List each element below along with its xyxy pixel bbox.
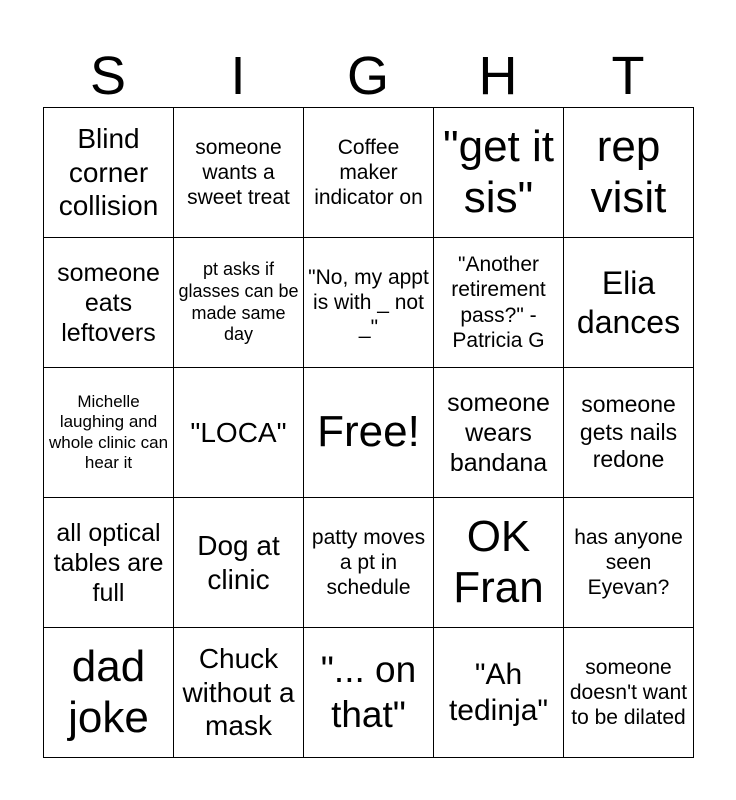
header-letter: G — [346, 46, 389, 106]
bingo-cell-text: someone eats leftovers — [57, 258, 160, 347]
bingo-cell[interactable] — [304, 108, 434, 238]
bingo-cell[interactable] — [44, 368, 174, 498]
bingo-header — [43, 44, 693, 108]
bingo-cell-text: Chuck without a mask — [182, 643, 295, 742]
bingo-cell-text: "... on that" — [320, 649, 417, 735]
bingo-cell-text: patty moves a pt in schedule — [311, 525, 426, 600]
bingo-cell[interactable] — [564, 368, 694, 498]
bingo-cell[interactable] — [564, 108, 694, 238]
bingo-cell-text: someone wants a sweet treat — [187, 135, 290, 210]
bingo-cell-text: "Another retirement pass?" -Patricia G — [451, 253, 546, 352]
bingo-cell[interactable] — [434, 368, 564, 498]
header-letter: T — [611, 46, 645, 106]
bingo-cell-text: Elia dances — [576, 265, 681, 340]
bingo-cell[interactable] — [174, 108, 304, 238]
bingo-cell-text: "No, my appt is with _ not _" — [308, 265, 429, 340]
bingo-cell-text: someone doesn't want to be dilated — [569, 655, 688, 730]
bingo-cell[interactable] — [174, 238, 304, 368]
bingo-cell[interactable] — [304, 368, 434, 498]
bingo-cell-text: Coffee maker indicator on — [314, 135, 423, 210]
bingo-board — [43, 107, 694, 758]
bingo-cell-text: pt asks if glasses can be made same day — [178, 259, 299, 345]
header-letter: S — [89, 46, 127, 106]
bingo-cell-text: Free! — [317, 407, 420, 457]
bingo-cell[interactable] — [304, 238, 434, 368]
bingo-cell[interactable] — [44, 238, 174, 368]
bingo-cell-text: Blind corner collision — [58, 123, 159, 222]
bingo-cell-text: rep visit — [590, 121, 667, 222]
bingo-cell[interactable] — [434, 108, 564, 238]
bingo-cell-text: "Ah tedinja" — [448, 657, 549, 727]
bingo-cell[interactable] — [564, 628, 694, 758]
bingo-cell-text: someone gets nails redone — [579, 391, 678, 473]
header-letter: H — [478, 46, 518, 106]
bingo-cell-text: has anyone seen Eyevan? — [574, 525, 683, 600]
bingo-cell-text: all optical tables are full — [53, 518, 164, 607]
bingo-cell-text: "get it sis" — [442, 121, 554, 222]
bingo-cell[interactable] — [174, 368, 304, 498]
bingo-cell[interactable] — [564, 498, 694, 628]
bingo-cell[interactable] — [44, 498, 174, 628]
header-letter: I — [230, 46, 246, 106]
bingo-cell-text: Dog at clinic — [197, 529, 280, 595]
bingo-cell[interactable] — [434, 498, 564, 628]
bingo-cell-text: someone wears bandana — [447, 388, 550, 477]
bingo-cell[interactable] — [434, 238, 564, 368]
bingo-cell-text: OK Fran — [453, 511, 544, 612]
bingo-cell-text: Michelle laughing and whole clinic can hear it — [48, 391, 169, 472]
bingo-cell[interactable] — [174, 628, 304, 758]
bingo-cell-text: dad joke — [68, 641, 149, 742]
bingo-cell[interactable] — [174, 498, 304, 628]
bingo-cell[interactable] — [304, 498, 434, 628]
bingo-cell[interactable] — [304, 628, 434, 758]
bingo-cell[interactable] — [434, 628, 564, 758]
bingo-cell[interactable] — [44, 108, 174, 238]
bingo-cell[interactable] — [44, 628, 174, 758]
bingo-cell[interactable] — [564, 238, 694, 368]
bingo-cell-text: "LOCA" — [190, 416, 287, 448]
